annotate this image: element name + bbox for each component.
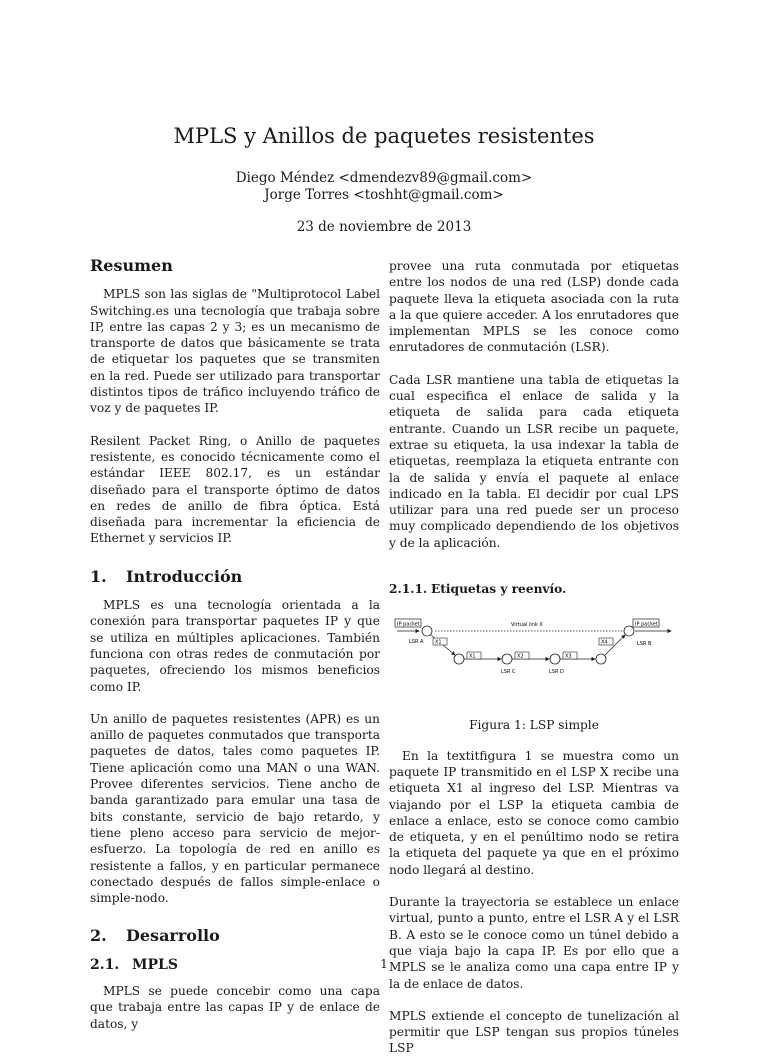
lsp-diagram xyxy=(389,609,679,709)
label-x3: X3 xyxy=(565,653,572,660)
subsubsection-heading-etiquetas xyxy=(389,581,679,597)
after-figure-paragraph-1: En la textitfigura 1 se muestra como un paquete IP transmitido en el LSP X recibe una etiqueta X1 al ingreso del LSP. Mientras va viajando por el LSP la etiqueta cambia de enlace a enlace, esto se conoce como cambio de etiqueta, y en el penúltimo nodo se retira la etiqueta del paquete ya que en el próximo nodo llegará al destino. xyxy=(389,748,679,877)
left-column xyxy=(90,258,380,1032)
label-x4: X4 xyxy=(601,639,608,646)
page-number: 1 xyxy=(380,957,388,971)
paper-date: 23 de noviembre de 2013 xyxy=(296,219,472,235)
lsr-b-label: LSR B xyxy=(637,641,652,648)
mpls-paragraph: MPLS se puede concebir como una capa que trabaja entre las capas IP y de enlace de datos, y xyxy=(90,983,380,1031)
label-x1-bottom: X1 xyxy=(469,653,476,660)
subsection-title: MPLS xyxy=(132,956,178,973)
subsubsection-number: 2.1.1. xyxy=(389,582,428,597)
lsr-a-label: LSR A xyxy=(409,639,424,646)
figure-caption: Figura 1: LSP simple xyxy=(469,718,599,733)
section-number: 1. xyxy=(90,566,107,586)
lsr-a-node xyxy=(422,626,432,636)
virtual-link-label: Virtual link X xyxy=(511,622,543,629)
lsr-d-node xyxy=(550,654,560,664)
lsr-d-label: LSR D xyxy=(549,669,564,676)
lsr-penultimate-node xyxy=(596,654,606,664)
section-number: 2. xyxy=(90,926,107,946)
intro-paragraph-2: Un anillo de paquetes resistentes (APR) es un anillo de paquetes conmutados que transporta paquetes de datos, tales como paquetes IP. Tiene aplicación como una MAN o una WAN. Provee diferentes servicios. Tiene ancho de banda garantizado para emular una tasa de bits constante, servicio de bajo retardo, y tiene pleno acceso para servicio de mejor-esfuerzo. La topología de red en anillo es resistente a fallos, y en particular permanece conectado después de fallos simple-enlace o simple-nodo. xyxy=(90,711,380,906)
subsubsection-title: Etiquetas y reenvío. xyxy=(431,582,567,597)
ip-packet-out-label: IP packet xyxy=(635,621,658,628)
after-figure-paragraph-3: MPLS extiende el concepto de tunelización al permitir que LSP tengan sus propios túneles LSP xyxy=(389,1008,679,1056)
lsr-c-label: LSR C xyxy=(501,669,516,676)
section-heading-introduccion xyxy=(90,566,380,586)
right-paragraph-2: Cada LSR mantiene una tabla de etiquetas la cual especifica el enlace de salida y la etiqueta de salida para cada etiqueta entrante. Cuando un LSR recibe un paquete, extrae su etiqueta, la usa indexar la tabla de etiquetas, reemplaza la etiqueta entrante con la de salida y envía el paquete al enlace indicado en la tabla. El decidir por cual LPS utilizar para una red puede ser un proceso muy complicado dependiendo de los objetivos y de la aplicación. xyxy=(389,372,679,550)
lsr-intermediate-node xyxy=(454,654,464,664)
intro-paragraph-1: MPLS es una tecnología orientada a la conexión para transportar paquetes IP y que se utiliza en múltiples aplicaciones. También funciona con otras redes de conmutación por paquetes, ofreciendo los mismos beneficios como IP. xyxy=(90,598,380,694)
label-x1-top: X1 xyxy=(435,639,442,646)
lsr-b-node xyxy=(624,626,634,636)
abstract-heading: Resumen xyxy=(90,256,173,275)
right-paragraph-1: provee una ruta conmutada por etiquetas entre los nodos de una red (LSP) donde cada paquete lleva la etiqueta asociada con la ruta a la que quiere acceder. A los enrutadores que implementan MPLS se les conoce como enrutadores de conmutación (LSR). xyxy=(389,259,679,355)
author-2: Jorge Torres <toshht@gmail.com> xyxy=(264,187,504,203)
right-column xyxy=(389,258,679,1057)
section-heading-desarrollo xyxy=(90,928,380,944)
section-title: Desarrollo xyxy=(126,926,220,946)
label-x2: X2 xyxy=(517,653,524,660)
ip-packet-in-label: IP packet xyxy=(397,621,420,628)
author-1: Diego Méndez <dmendezv89@gmail.com> xyxy=(235,170,533,186)
after-figure-paragraph-2: Durante la trayectoria se establece un enlace virtual, punto a punto, entre el LSR A y el LSR B. A esto se le conoce como un túnel debido a que viaja bajo la capa IP. Es por ello que a MPLS se le analiza como una capa entre IP y la de enlace de datos. xyxy=(389,895,679,991)
figure-lsp-simple xyxy=(389,609,679,733)
subsection-number: 2.1. xyxy=(90,956,120,973)
paper-title: MPLS y Anillos de paquetes resistentes xyxy=(173,124,595,148)
section-title: Introducción xyxy=(126,566,243,586)
abstract-paragraph-2: Resilent Packet Ring, o Anillo de paquetes resistente, es conocido técnicamente como el estándar IEEE 802.17, es un estándar diseñado para el transporte óptimo de datos en redes de anillo de fibra óptica. Está diseñada para incrementar la eficiencia de Ethernet y servicios IP. xyxy=(90,433,380,546)
abstract-paragraph-1: MPLS son las siglas de "Multiprotocol Label Switching.es una tecnología que trabaja sobre IP, entre las capas 2 y 3; es un mecanismo de transporte de datos que básicamente se trata de etiquetar los paquetes que se transmiten en la red. Puede ser utilizado para transportar distintos tipos de tráfico incluyendo tráfico de voz y de paquetes IP. xyxy=(90,287,380,416)
lsr-c-node xyxy=(502,654,512,664)
